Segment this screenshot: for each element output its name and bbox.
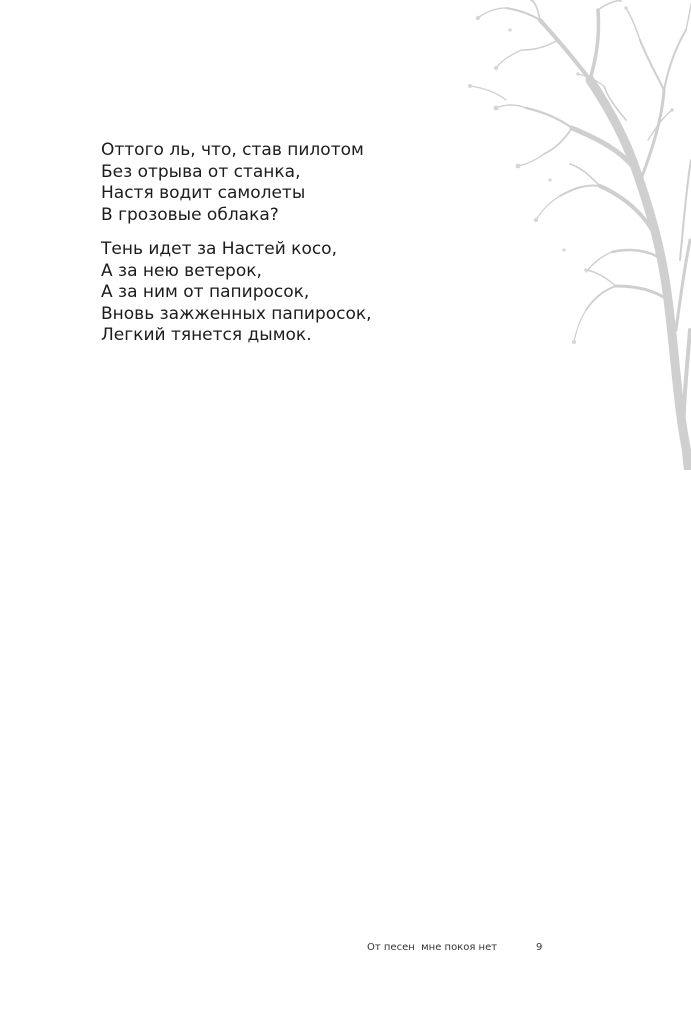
stanza xyxy=(101,140,431,226)
page-footer xyxy=(330,942,550,958)
page-number: 9 xyxy=(536,942,543,953)
poem-line: А за ним от папиросок, xyxy=(101,282,310,302)
bare-tree-icon xyxy=(440,0,691,470)
poem-line: Вновь зажженных папиросок, xyxy=(101,303,372,324)
poem-line: Тень идет за Настей косо, xyxy=(101,239,337,259)
running-title: От песен мне покоя нет xyxy=(367,942,498,953)
poem-line: А за нею ветерок, xyxy=(101,260,262,281)
stanza xyxy=(101,239,431,347)
poem xyxy=(101,140,431,360)
poem-line: Легкий тянется дымок. xyxy=(101,325,312,345)
poem-line: Без отрыва от станка, xyxy=(101,161,301,182)
poem-line: Настя водит самолеты xyxy=(101,183,306,203)
poem-line: Оттого ль, что, став пилотом xyxy=(101,140,364,160)
poem-line: В грозовые облака? xyxy=(101,204,279,225)
